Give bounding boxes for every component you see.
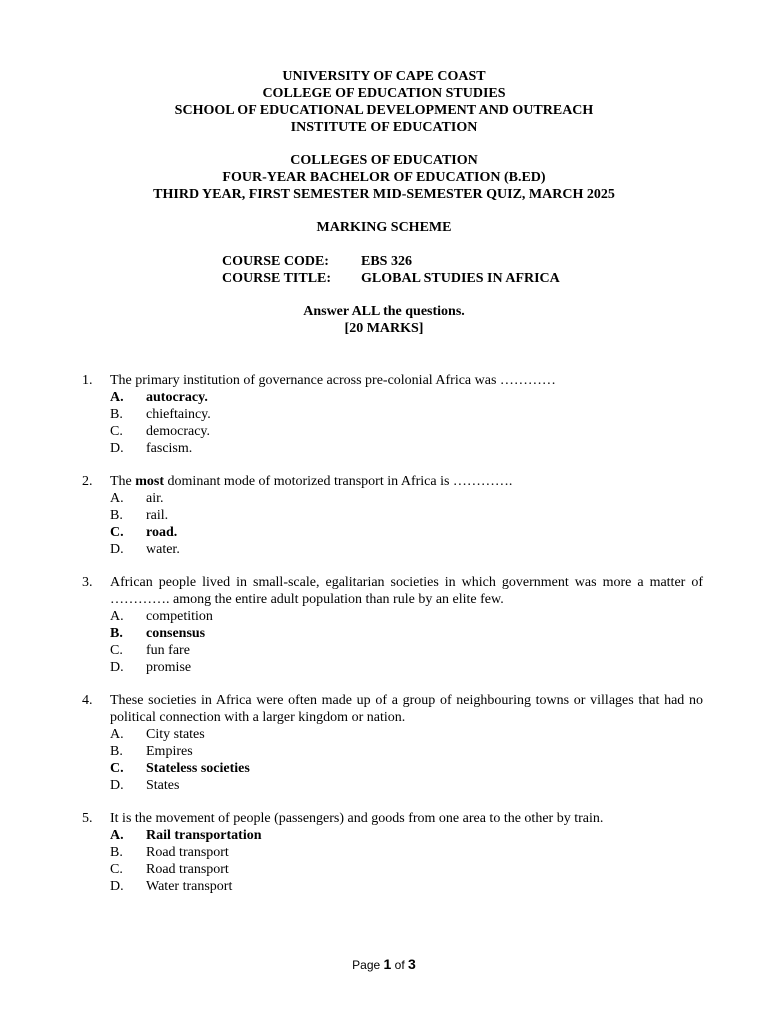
instructions-line: Answer ALL the questions.: [303, 304, 465, 319]
course-title-label: COURSE TITLE:: [222, 271, 332, 286]
question-number: 4.: [82, 693, 93, 708]
option-b: B. rail.: [110, 508, 169, 523]
option-c: C. democracy.: [110, 424, 210, 439]
option-d: D. Water transport: [110, 879, 233, 894]
option-d: D. States: [110, 778, 180, 793]
question-1: [82, 372, 703, 457]
school-name: SCHOOL OF EDUCATIONAL DEVELOPMENT AND OUTREACH: [174, 103, 594, 118]
page-total: 3: [408, 956, 416, 972]
option-a: A. competition: [110, 609, 213, 624]
course-title-value: GLOBAL STUDIES IN AFRICA: [361, 271, 560, 286]
course-code-value: EBS 326: [361, 254, 412, 269]
question-number: 5.: [82, 811, 93, 826]
option-list: [110, 726, 703, 794]
question-stem: These societies in Africa were often made up of a group of neighbouring towns or villages that had no political connection with a larger kingdom or nation.: [110, 693, 703, 725]
instructions: [0, 303, 768, 337]
question-stem: The primary institution of governance across pre-colonial Africa was …………: [110, 373, 556, 388]
option-b: B. chieftaincy.: [110, 407, 211, 422]
option-list: [110, 389, 703, 457]
option-c-correct: C. Stateless societies: [110, 761, 250, 776]
programme-line: FOUR-YEAR BACHELOR OF EDUCATION (B.ED): [222, 170, 546, 185]
option-a-correct: A. Rail transportation: [110, 828, 262, 843]
question-2: [82, 473, 703, 558]
question-number: 1.: [82, 373, 93, 388]
colleges-line: COLLEGES OF EDUCATION: [290, 153, 478, 168]
question-5: [82, 810, 703, 895]
question-list: [82, 372, 703, 911]
question-4: [82, 692, 703, 794]
university-name: UNIVERSITY OF CAPE COAST: [282, 69, 486, 84]
option-list: [110, 608, 703, 676]
option-b: B. Road transport: [110, 845, 229, 860]
course-code-label: COURSE CODE:: [222, 254, 329, 269]
option-d: D. water.: [110, 542, 180, 557]
course-info: [222, 253, 560, 287]
document-header: [0, 68, 768, 236]
option-b: B. Empires: [110, 744, 193, 759]
option-c: C. Road transport: [110, 862, 229, 877]
option-b-correct: B. consensus: [110, 626, 206, 641]
question-number: 3.: [82, 575, 93, 590]
question-number: 2.: [82, 474, 93, 489]
page-footer: [0, 956, 768, 974]
option-a: A. air.: [110, 491, 164, 506]
question-3: [82, 574, 703, 676]
emphasis-most: most: [135, 474, 165, 489]
option-list: [110, 827, 703, 895]
option-c: C. fun fare: [110, 643, 190, 658]
question-stem: African people lived in small-scale, egalitarian societies in which government was more a matter of …………. among the entire adult population than rule by an elite few.: [110, 575, 703, 607]
option-a-correct: A. autocracy.: [110, 390, 208, 405]
marks-line: [20 MARKS]: [344, 321, 424, 336]
question-stem: The most dominant mode of motorized transport in Africa is ………….: [110, 474, 513, 489]
option-list: [110, 490, 703, 558]
page-number: 1: [383, 956, 392, 972]
option-a: A. City states: [110, 727, 205, 742]
of-word: of: [394, 958, 405, 972]
question-stem: It is the movement of people (passengers) and goods from one area to the other by train.: [110, 811, 604, 826]
page-word: Page: [352, 958, 381, 972]
marking-scheme-title: MARKING SCHEME: [316, 220, 452, 235]
exam-line: THIRD YEAR, FIRST SEMESTER MID-SEMESTER QUIZ, MARCH 2025: [153, 187, 615, 202]
option-d: D. promise: [110, 660, 192, 675]
college-name: COLLEGE OF EDUCATION STUDIES: [262, 86, 506, 101]
option-c-correct: C. road.: [110, 525, 178, 540]
institute-name: INSTITUTE OF EDUCATION: [290, 120, 478, 135]
option-d: D. fascism.: [110, 441, 193, 456]
